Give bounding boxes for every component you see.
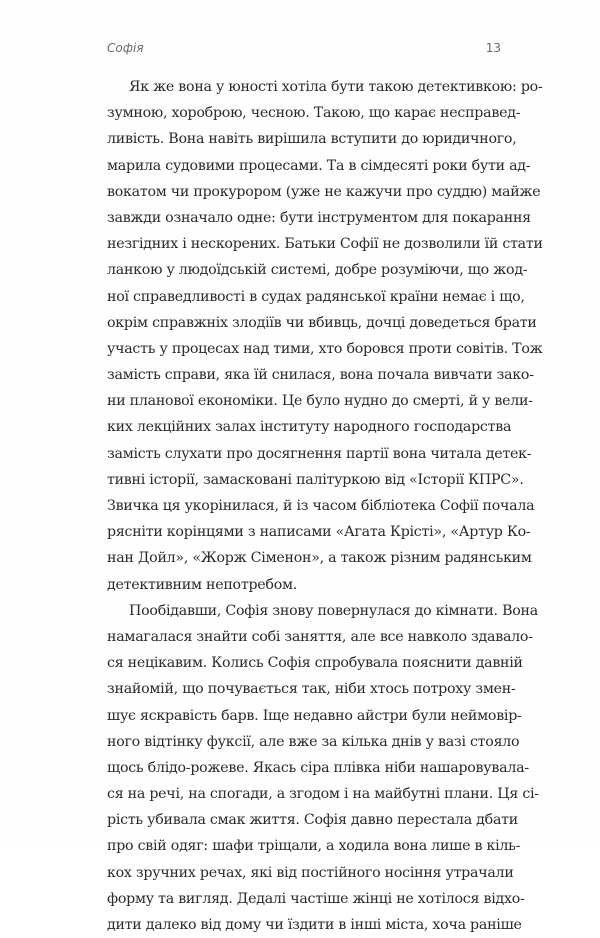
text-line: форму та вигляд. Дедалі частіше жінці не хотілося відхо- [107,890,525,907]
text-line: участь у процесах над тими, хто боровся проти совітів. Тож [107,340,543,357]
text-line: ких лекційних залах інституту народного господарства [107,419,512,436]
text-line: завжди означало одне: бути інструментом для покарання [107,209,531,226]
text-line: незгідних і нескорених. Батьки Софії не дозволили їй стати [107,236,543,253]
text-line: ся нецікавим. Колись Софія спробувала пояснити давній [107,655,523,672]
text-line: кох зручних речах, які від постійного носіння утрачали [107,864,514,881]
text-line: знайомій, що почувається так, ніби хтось потроху змен- [107,681,516,698]
text-line: вокатом чи прокурором (уже не кажучи про суддю) майже [107,183,541,200]
text-line: намагалася знайти собі заняття, але все навколо здавало- [107,628,533,645]
text-line: ся на речі, на спогади, а згодом і на майбутні плани. Ця сі- [107,786,539,803]
running-header [107,41,501,61]
text-line: тивні історії, замасковані палітуркою від «Історії КПРС». [107,471,524,488]
text-line: Пообідавши, Софія знову повернулася до кімнати. Вона [129,602,538,619]
text-line: ланкою у людоїдській системі, добре розуміючи, що жод- [107,262,528,279]
text-line: про свій одяг: шафи тріщали, а ходила вона лише в кіль- [107,838,521,855]
text-line: рість убивала смак життя. Софія давно перестала дбати [107,812,518,829]
text-line: Як же вона у юності хотіла бути такою детективкою: ро- [129,79,543,95]
text-line: шує яскравість барв. Іще недавно айстри були неймовір- [107,707,522,724]
text-line: детективним непотребом. [107,576,298,593]
text-line: замість справи, яка їй снилася, вона почала вивчати зако- [107,367,534,384]
page-number: 13 [485,41,501,55]
text-line: ливість. Вона навіть вирішила вступити до юридичного, [107,131,517,148]
text-line: рясніти корінцями з написами «Агата Крісті», «Артур Ко- [107,524,531,541]
text-line: замість слухати про досягнення партії вона читала детек- [107,445,532,462]
text-line: ни планової економіки. Це було нудно до смерті, й у вели- [107,393,533,410]
text-line: дити далеко від дому чи їздити в інші міста, хоча раніше [107,917,522,933]
paragraph-1 [107,74,543,598]
paragraph-2 [107,598,539,938]
text-line: щось блідо-рожеве. Якась сіра плівка ніби нашаровувала- [107,759,529,776]
text-line: нан Дойл», «Жорж Сіменон», а також різним радянським [107,550,532,567]
text-line: зумною, хороброю, чесною. Такою, що карає несправед- [107,105,521,122]
text-line: окрім справжніх злодіїв чи вбивць, дочці доведеться брати [107,314,537,331]
chapter-title: Софія [107,41,144,55]
text-line: ного відтінку фуксії, але вже за кілька днів у вазі стояло [107,733,520,750]
body-text [107,74,543,938]
text-line: Звичка ця укорінилася, й із часом бібліотека Софії почала [107,498,535,514]
text-line: ної справедливості в судах радянської країни немає і що, [107,288,525,305]
text-line: марила судовими процесами. Та в сімдесяті роки бути ад- [107,157,531,174]
